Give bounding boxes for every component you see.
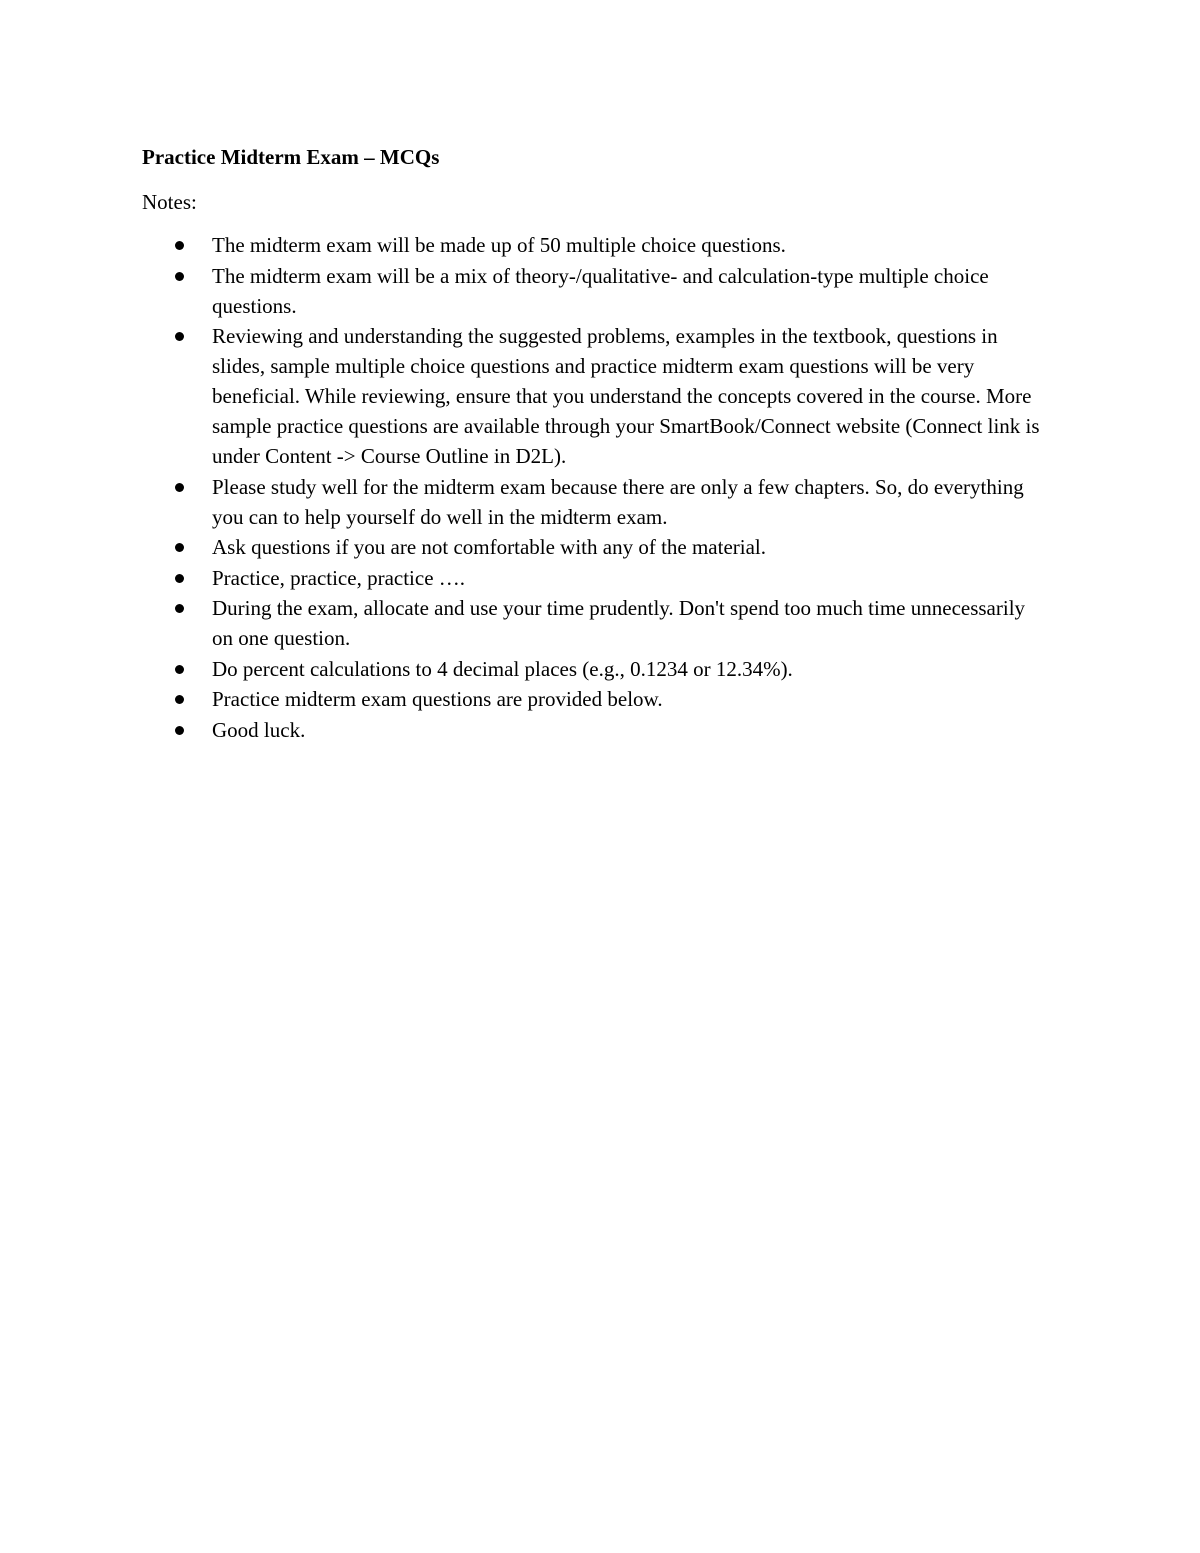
bullet-icon <box>175 726 184 735</box>
notes-item-text: The midterm exam will be a mix of theory-/qualitative- and calculation-type multiple choice questions. <box>212 263 989 318</box>
notes-item <box>142 593 1042 653</box>
bullet-icon <box>175 665 184 674</box>
notes-item <box>142 563 1042 593</box>
bullet-icon <box>175 272 184 281</box>
notes-item-text: Good luck. <box>212 717 306 742</box>
document-title: Practice Midterm Exam – MCQs <box>142 145 440 169</box>
notes-item <box>142 715 1042 745</box>
notes-item-text: Reviewing and understanding the suggested problems, examples in the textbook, questions in slides, sample multiple choice questions and practice midterm exam questions will be very beneficial. While reviewing, ensure that you understand the concepts covered in the course. More sample practice questions are available through your SmartBook/Connect website (Connect link is under Content -> Course Outline in D2L). <box>212 324 1040 468</box>
document-content <box>142 142 1042 745</box>
bullet-icon <box>175 604 184 613</box>
notes-list <box>142 230 1042 745</box>
bullet-icon <box>175 241 184 250</box>
bullet-icon <box>175 332 184 341</box>
bullet-icon <box>175 483 184 492</box>
bullet-icon <box>175 574 184 583</box>
notes-item <box>142 321 1042 471</box>
notes-item <box>142 261 1042 321</box>
notes-item <box>142 532 1042 562</box>
notes-item-text: The midterm exam will be made up of 50 multiple choice questions. <box>212 233 786 257</box>
bullet-icon <box>175 695 184 704</box>
notes-item <box>142 654 1042 684</box>
notes-item-text: Please study well for the midterm exam because there are only a few chapters. So, do everything you can to help yourself do well in the midterm exam. <box>212 474 1024 529</box>
notes-item-text: During the exam, allocate and use your time prudently. Don't spend too much time unnecessarily on one question. <box>212 596 1026 650</box>
bullet-icon <box>175 543 184 552</box>
notes-item-text: Ask questions if you are not comfortable with any of the material. <box>212 535 767 559</box>
notes-item-text: Practice midterm exam questions are provided below. <box>212 687 663 711</box>
notes-item-text: Practice, practice, practice …. <box>212 565 466 590</box>
notes-item <box>142 472 1042 532</box>
notes-item-text: Do percent calculations to 4 decimal places (e.g., 0.1234 or 12.34%). <box>212 656 793 681</box>
notes-item <box>142 230 1042 260</box>
notes-item <box>142 684 1042 714</box>
notes-label: Notes: <box>142 190 197 214</box>
